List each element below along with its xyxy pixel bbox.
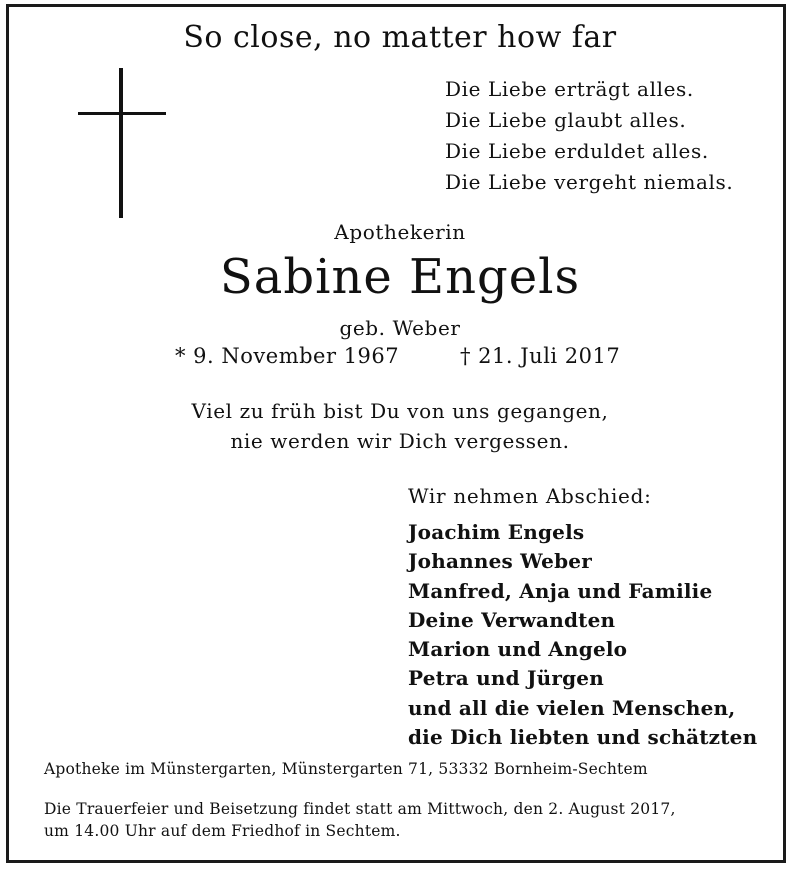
profession: Apothekerin bbox=[334, 220, 466, 244]
memorial-line: nie werden wir Dich vergessen. bbox=[230, 429, 570, 453]
cross-horizontal-bar bbox=[78, 112, 166, 115]
mourner-item: Petra und Jürgen bbox=[408, 666, 604, 691]
mourner-item: Manfred, Anja und Familie bbox=[408, 578, 713, 603]
mourner-item: Marion und Angelo bbox=[408, 637, 628, 662]
funeral-line: um 14.00 Uhr auf dem Friedhof in Sechtem. bbox=[44, 822, 401, 840]
mourner-item: Joachim Engels bbox=[408, 520, 585, 544]
farewell-heading: Wir nehmen Abschied: bbox=[408, 484, 652, 508]
mourner-item: und all die vielen Menschen, bbox=[408, 695, 736, 720]
mourner-list bbox=[408, 518, 757, 752]
verse-line: Die Liebe erduldet alles. bbox=[445, 139, 709, 163]
mourner-item: Deine Verwandten bbox=[408, 607, 616, 632]
funeral-line: Die Trauerfeier und Beisetzung findet statt am Mittwoch, den 2. August 2017, bbox=[44, 800, 676, 818]
cross-vertical-bar bbox=[119, 68, 123, 218]
death-date: † 21. Juli 2017 bbox=[460, 344, 621, 368]
funeral-info bbox=[44, 798, 676, 842]
memorial-line: Viel zu früh bist Du von uns gegangen, bbox=[191, 399, 609, 423]
verse-line: Die Liebe erträgt alles. bbox=[445, 77, 694, 101]
address-line: Apotheke im Münstergarten, Münstergarten 71, 53332 Bornheim-Sechtem bbox=[44, 760, 648, 778]
maiden-name: geb. Weber bbox=[339, 316, 461, 340]
headline: So close, no matter how far bbox=[183, 20, 617, 55]
verse-line: Die Liebe glaubt alles. bbox=[445, 108, 687, 132]
verse-line: Die Liebe vergeht niemals. bbox=[445, 170, 734, 194]
mourner-item: die Dich liebten und schätzten bbox=[408, 725, 758, 750]
verse-block bbox=[445, 74, 733, 198]
mourner-item: Johannes Weber bbox=[408, 549, 592, 574]
deceased-name: Sabine Engels bbox=[219, 249, 581, 305]
birth-date: * 9. November 1967 bbox=[175, 344, 400, 368]
memorial-lines bbox=[0, 396, 800, 456]
cross-icon bbox=[76, 68, 168, 218]
